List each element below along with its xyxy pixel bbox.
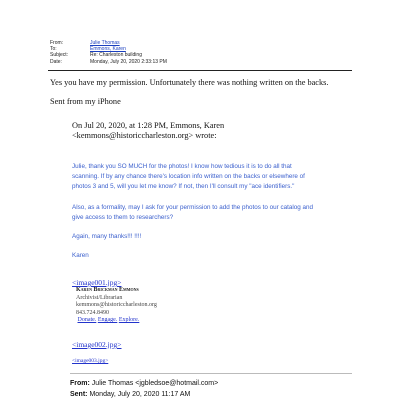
image003-link[interactable]: <image003.jpg> [72, 358, 109, 364]
quoted-p1-line2: scanning. If by any chance there's location info written on the backs or elsewhere of [72, 172, 305, 180]
forwarded-sent-row [70, 390, 218, 400]
from-label: From: [50, 40, 64, 46]
explore-link[interactable]: Explore. [118, 317, 140, 324]
engage-link[interactable]: Engage. [97, 317, 118, 324]
signature-phone: 843.724.8490 [76, 309, 109, 316]
date-value: Monday, July 20, 2020 2:33:13 PM [90, 58, 167, 65]
header-date-row [50, 59, 167, 65]
quoted-intro [72, 121, 224, 141]
quoted-intro-line2: <kemmons@historiccharleston.org> wrote: [72, 131, 217, 140]
forwarded-from-row [70, 379, 218, 390]
signature-email: kemmons@historiccharleston.org [76, 302, 157, 309]
date-label: Date: [50, 58, 62, 65]
forward-divider [70, 373, 352, 374]
email-signature [76, 287, 157, 325]
signature-title: Archivist/Librarian [76, 294, 123, 301]
quoted-p1-line1: Julie, thank you SO MUCH for the photos! I know how tedious it is to do all that [72, 163, 292, 170]
to-label: To: [50, 46, 57, 53]
donate-link[interactable]: Donate. [77, 317, 97, 324]
quoted-p2-line2: give access to them to researchers? [72, 213, 174, 221]
image001-link[interactable]: <image001.jpg> [72, 278, 122, 287]
reply-text: Yes you have my permission. Unfortunately there was nothing written on the backs. [50, 78, 329, 87]
quoted-paragraph-1 [72, 162, 362, 191]
quoted-p2-line1: Also, as a formality, may I ask for your permission to add the photos to our catalog and [72, 204, 314, 211]
header-divider [48, 70, 352, 71]
to-value[interactable]: Emmons, Karen [90, 46, 126, 53]
email-header [50, 40, 167, 65]
quoted-paragraph-3: Again, many thanks!!! !!!! [72, 233, 142, 240]
signature-name: Karen Brickman Emmons [76, 287, 139, 293]
subject-value: Re: Charleston building [90, 52, 142, 59]
quoted-paragraph-4: Karen [72, 252, 89, 259]
quoted-intro-line1: On Jul 20, 2020, at 1:28 PM, Emmons, Karen [72, 121, 225, 130]
quoted-paragraph-2 [72, 203, 362, 223]
image002-link[interactable]: <image002.jpg> [72, 340, 122, 349]
subject-label: Subject: [50, 52, 69, 59]
forwarded-from-label: From: [70, 380, 90, 387]
sent-from-text: Sent from my iPhone [50, 97, 121, 106]
quoted-p1-line3: photos 3 and 5, will you let me know? If not, then I'll consult my "ace identifiers." [72, 182, 295, 190]
forwarded-sent-value: Monday, July 20, 2020 11:17 AM [89, 390, 191, 398]
forwarded-sent-label: Sent: [70, 390, 88, 398]
forwarded-header [70, 379, 218, 400]
from-value[interactable]: Julie Thomas [90, 40, 120, 46]
signature-links [76, 317, 157, 325]
forwarded-from-value: Julie Thomas <jgbledsoe@hotmail.com> [91, 380, 219, 387]
